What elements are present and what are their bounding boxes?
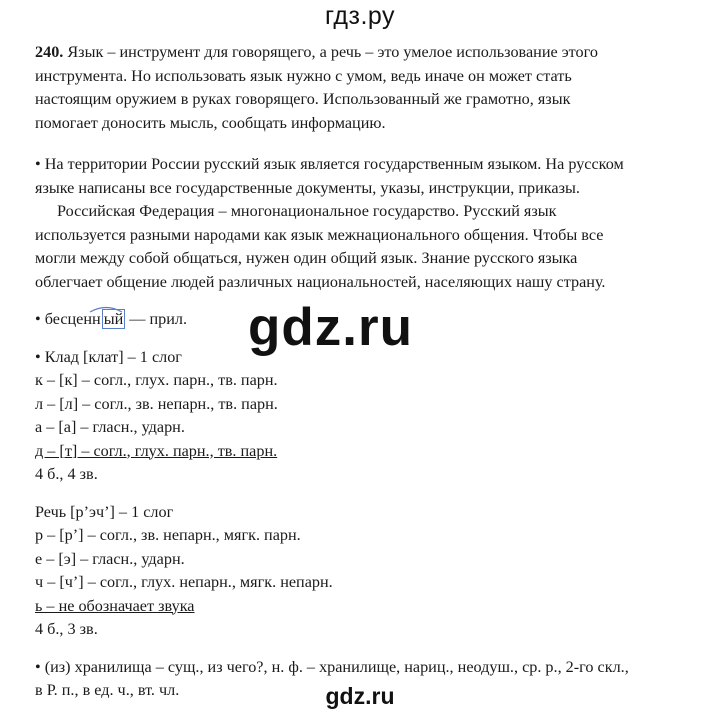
phonetic-line-underlined: ь – не обозначает звука bbox=[35, 596, 195, 615]
task-paragraph-line: настоящим оружием в руках говорящего. Использованный же грамотно, язык bbox=[35, 90, 571, 108]
word-root: бесценн bbox=[44, 310, 101, 328]
phonetic-summary: 4 б., 4 зв. bbox=[35, 465, 98, 483]
task-paragraph-line: инструмента. Но использовать язык нужно с умом, ведь иначе он может стать bbox=[35, 66, 572, 85]
root-arc-mark bbox=[89, 303, 123, 313]
phonetic-line: к – [к] – согл., глух. парн., тв. парн. bbox=[35, 371, 278, 389]
phonetic-summary: 4 б., 3 зв. bbox=[35, 620, 98, 638]
section1-line: Российская Федерация – многонациональное государство. Русский язык bbox=[57, 202, 557, 220]
task-paragraph-line: помогает доносить мысль, сообщать информацию. bbox=[35, 113, 386, 132]
phonetic-line: р – [р’] – согл., зв. непарн., мягк. парн. bbox=[35, 526, 301, 544]
section1-line: • На территории России русский язык является государственным языком. На русском bbox=[35, 155, 624, 173]
phonetic-line: а – [а] – гласн., ударн. bbox=[35, 418, 185, 436]
answer-content bbox=[35, 41, 685, 703]
phonetic-line: л – [л] – согл., зв. непарн., тв. парн. bbox=[35, 394, 278, 413]
word-analysis-line: • бесценн ый — прил. bbox=[35, 308, 685, 332]
section1-line: языке написаны все государственные документы, указы, инструкции, приказы. bbox=[35, 178, 580, 197]
section1-line: используется разными народами как язык межнационального общения. Чтобы все bbox=[35, 225, 604, 244]
site-header: гдз.ру bbox=[324, 2, 396, 30]
phonetic-line: • Клад [клат] – 1 слог bbox=[35, 347, 182, 366]
morphology-line: в Р. п., в ед. ч., вт. чл. bbox=[35, 681, 180, 699]
word-ending-box: ый bbox=[103, 310, 124, 328]
section1-line: облегчает общение людей различных национальностей, населяющих нашу страну. bbox=[35, 272, 606, 291]
morphology-line: • (из) хранилища – сущ., из чего?, н. ф. – хранилище, нариц., неодуш., ср. р., 2-го скл., bbox=[35, 657, 629, 676]
task-paragraph-line: 240. Язык – инструмент для говорящего, а речь – это умелое использование этого bbox=[35, 43, 598, 61]
site-footer: gdz.ru bbox=[325, 683, 395, 709]
phonetic-line: Речь [р’эч’] – 1 слог bbox=[35, 502, 174, 521]
phonetic-line: е – [э] – гласн., ударн. bbox=[35, 549, 185, 568]
section1-line: могли между собой общаться, нужен один общий язык. Знание русского языка bbox=[35, 249, 578, 267]
phonetic-line-underlined: д – [т] – согл., глух. парн., тв. парн. bbox=[35, 441, 278, 460]
phonetic-line: ч – [ч’] – согл., глух. непарн., мягк. непарн. bbox=[35, 573, 333, 591]
task-number: 240. bbox=[35, 43, 64, 61]
morpheme-word bbox=[45, 308, 126, 332]
watermark: gdz.ru bbox=[248, 298, 413, 357]
